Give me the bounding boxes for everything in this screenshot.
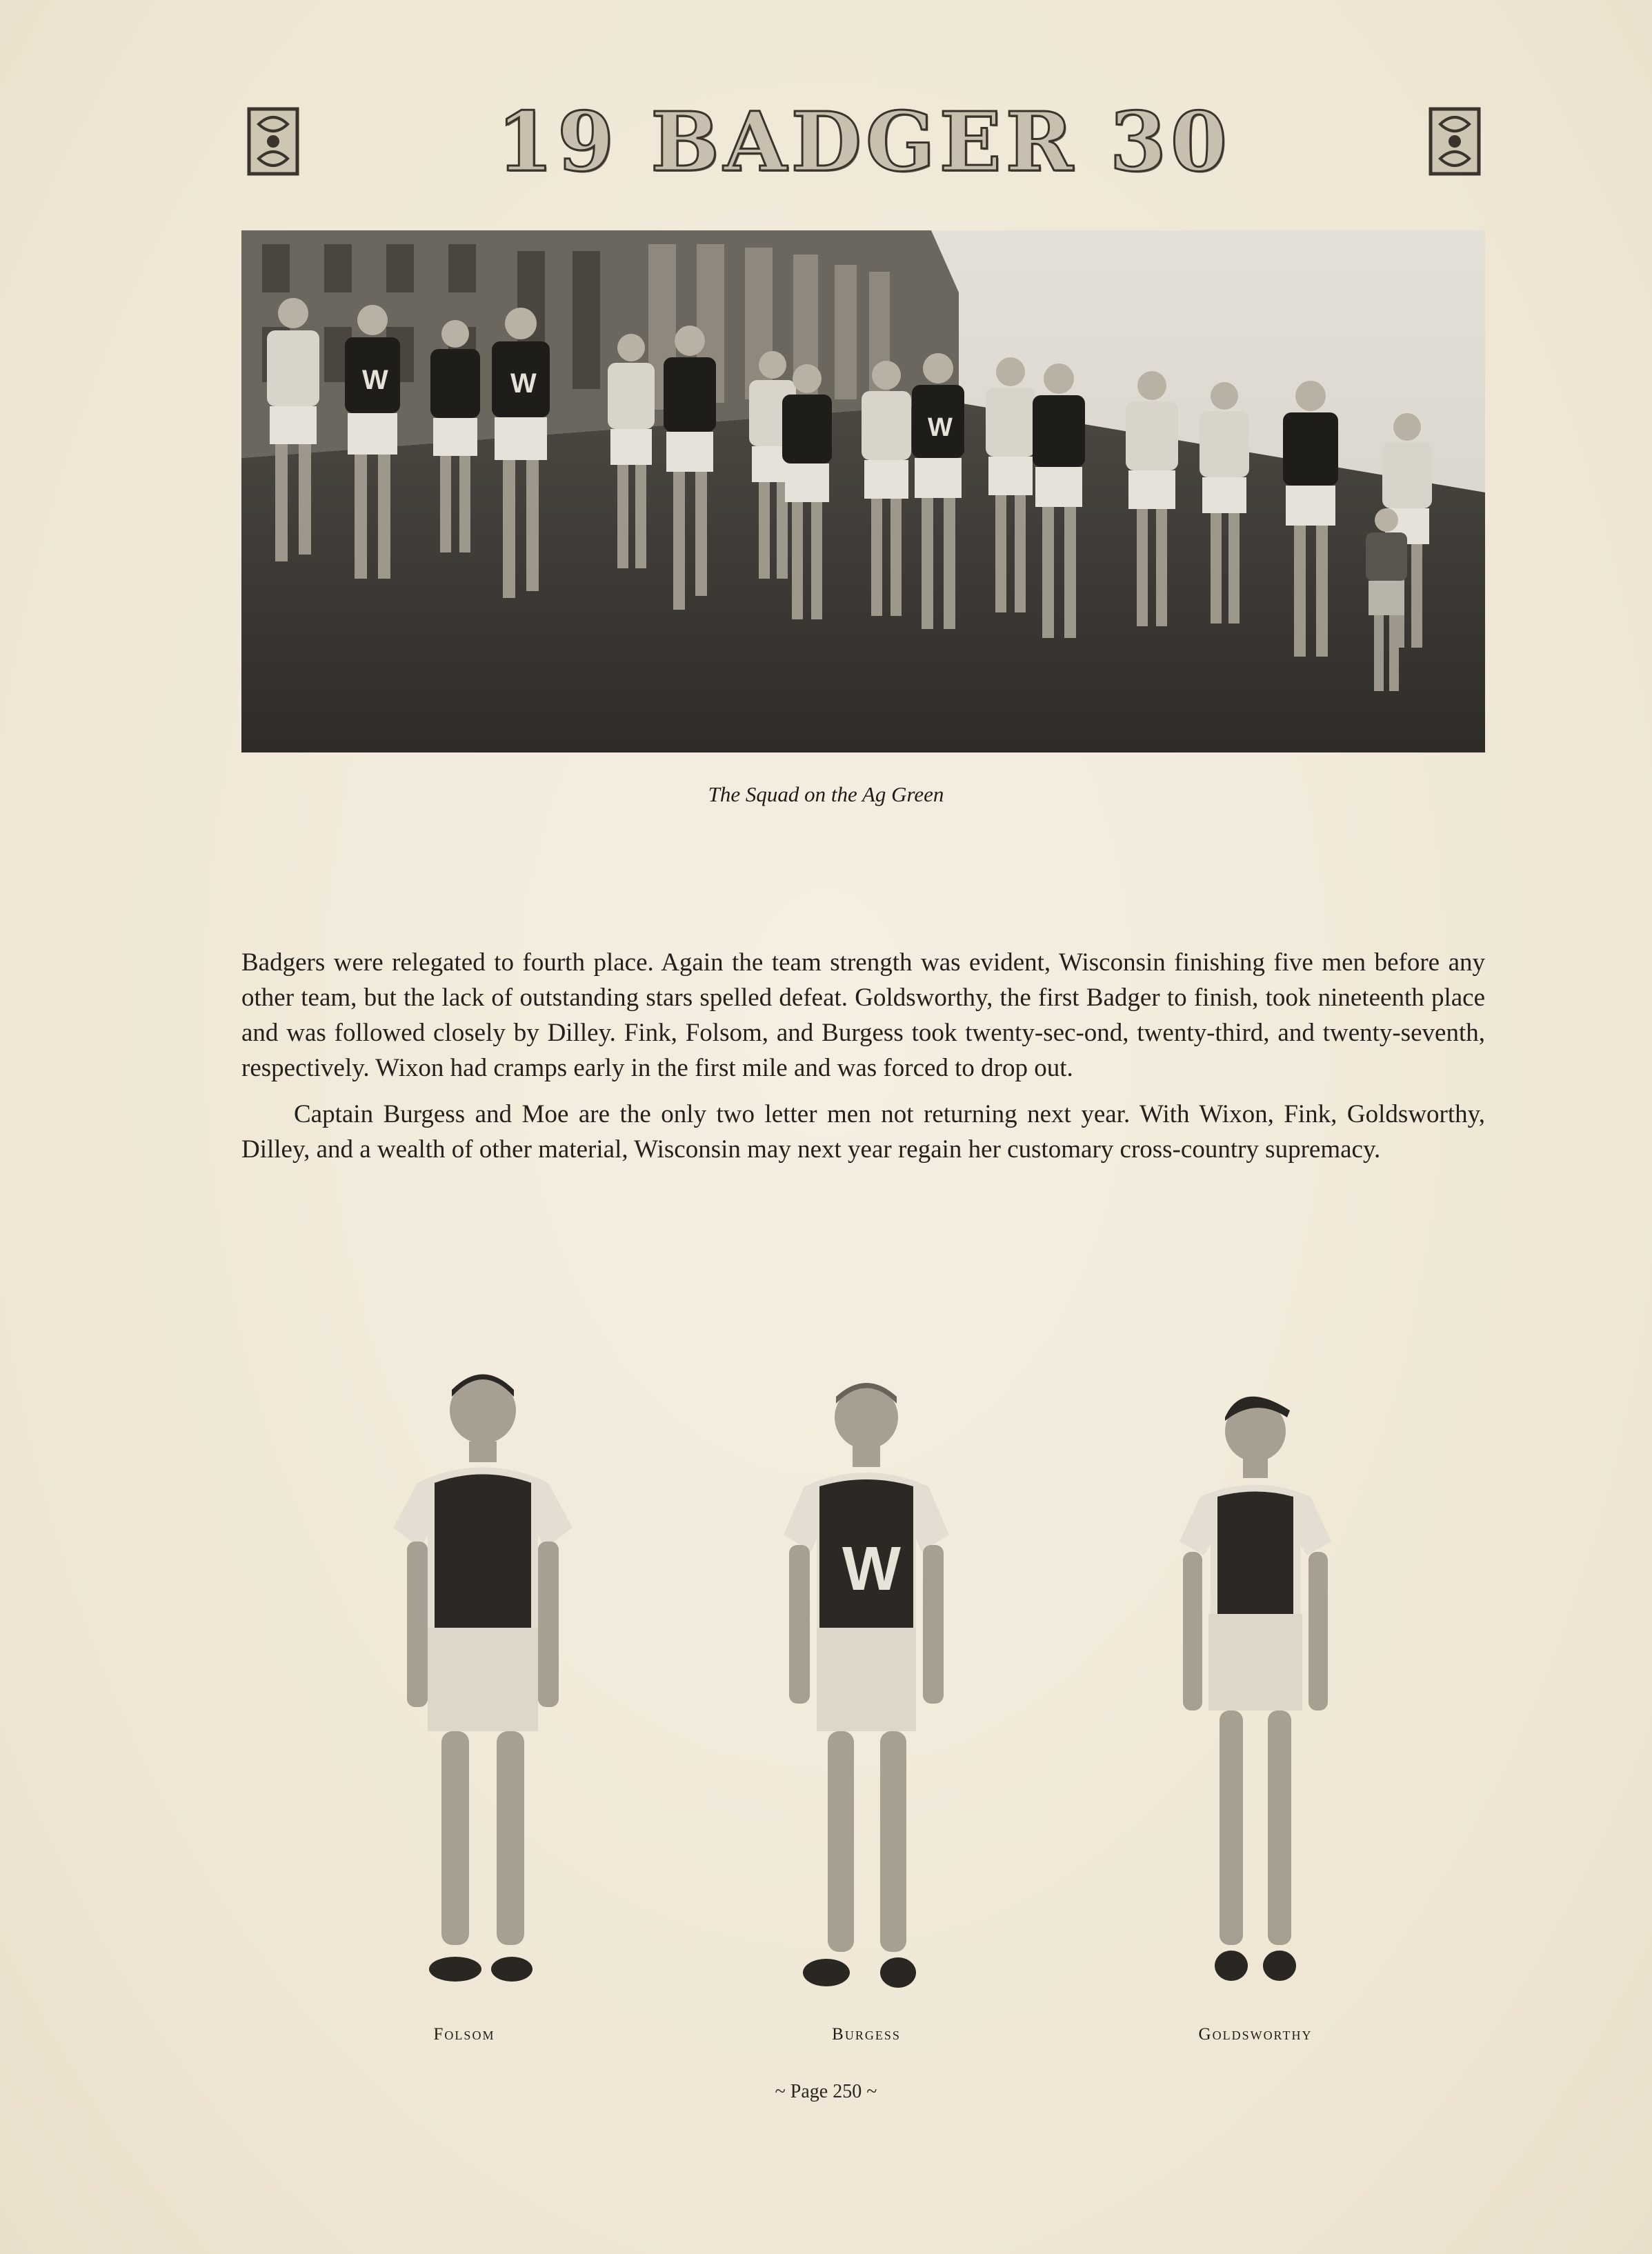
page-header	[245, 93, 1483, 190]
svg-text:W: W	[510, 368, 537, 399]
paragraph-1: Badgers were relegated to fourth place. Again the team strength was evident, Wisconsin finishing five men before any other team, but the lack of outstanding stars spelled defeat. Goldsworthy, the first Badger to finish, took nineteenth place and was followed closely by Dilley. Fink, Folsom, and Burgess took twenty-sec-ond, twenty-third, and twenty-seventh, respectively. Wixon had cramps early in the first mile and was forced to drop out.	[241, 948, 1485, 1082]
svg-text:W: W	[362, 365, 388, 395]
header-title: 19 BADGER 30	[497, 93, 1231, 190]
page-number: ~ Page 250 ~	[775, 2081, 877, 2102]
portrait-name-goldsworthy: Goldsworthy	[1198, 2025, 1313, 2044]
left-ornament	[245, 103, 301, 179]
group-photo-caption: The Squad on the Ag Green	[708, 782, 944, 806]
article-body	[241, 945, 1485, 1178]
svg-text:W: W	[842, 1535, 901, 1604]
portrait-name-folsom: Folsom	[433, 2025, 495, 2044]
portrait-photo-folsom	[359, 1362, 607, 2004]
portrait-photo-goldsworthy	[1131, 1383, 1380, 2024]
portrait-name-burgess: Burgess	[832, 2025, 901, 2044]
svg-text:W: W	[928, 413, 953, 442]
squad-group-photo	[241, 230, 1485, 752]
right-ornament	[1426, 103, 1483, 179]
paragraph-2: Captain Burgess and Moe are the only two letter men not returning next year. With Wixon, Fink, Goldsworthy, Dilley, and a wealth of other material, Wisconsin may next year regain her customary cross-country supremacy.	[241, 1100, 1485, 1164]
portrait-photo-burgess	[742, 1369, 991, 2011]
